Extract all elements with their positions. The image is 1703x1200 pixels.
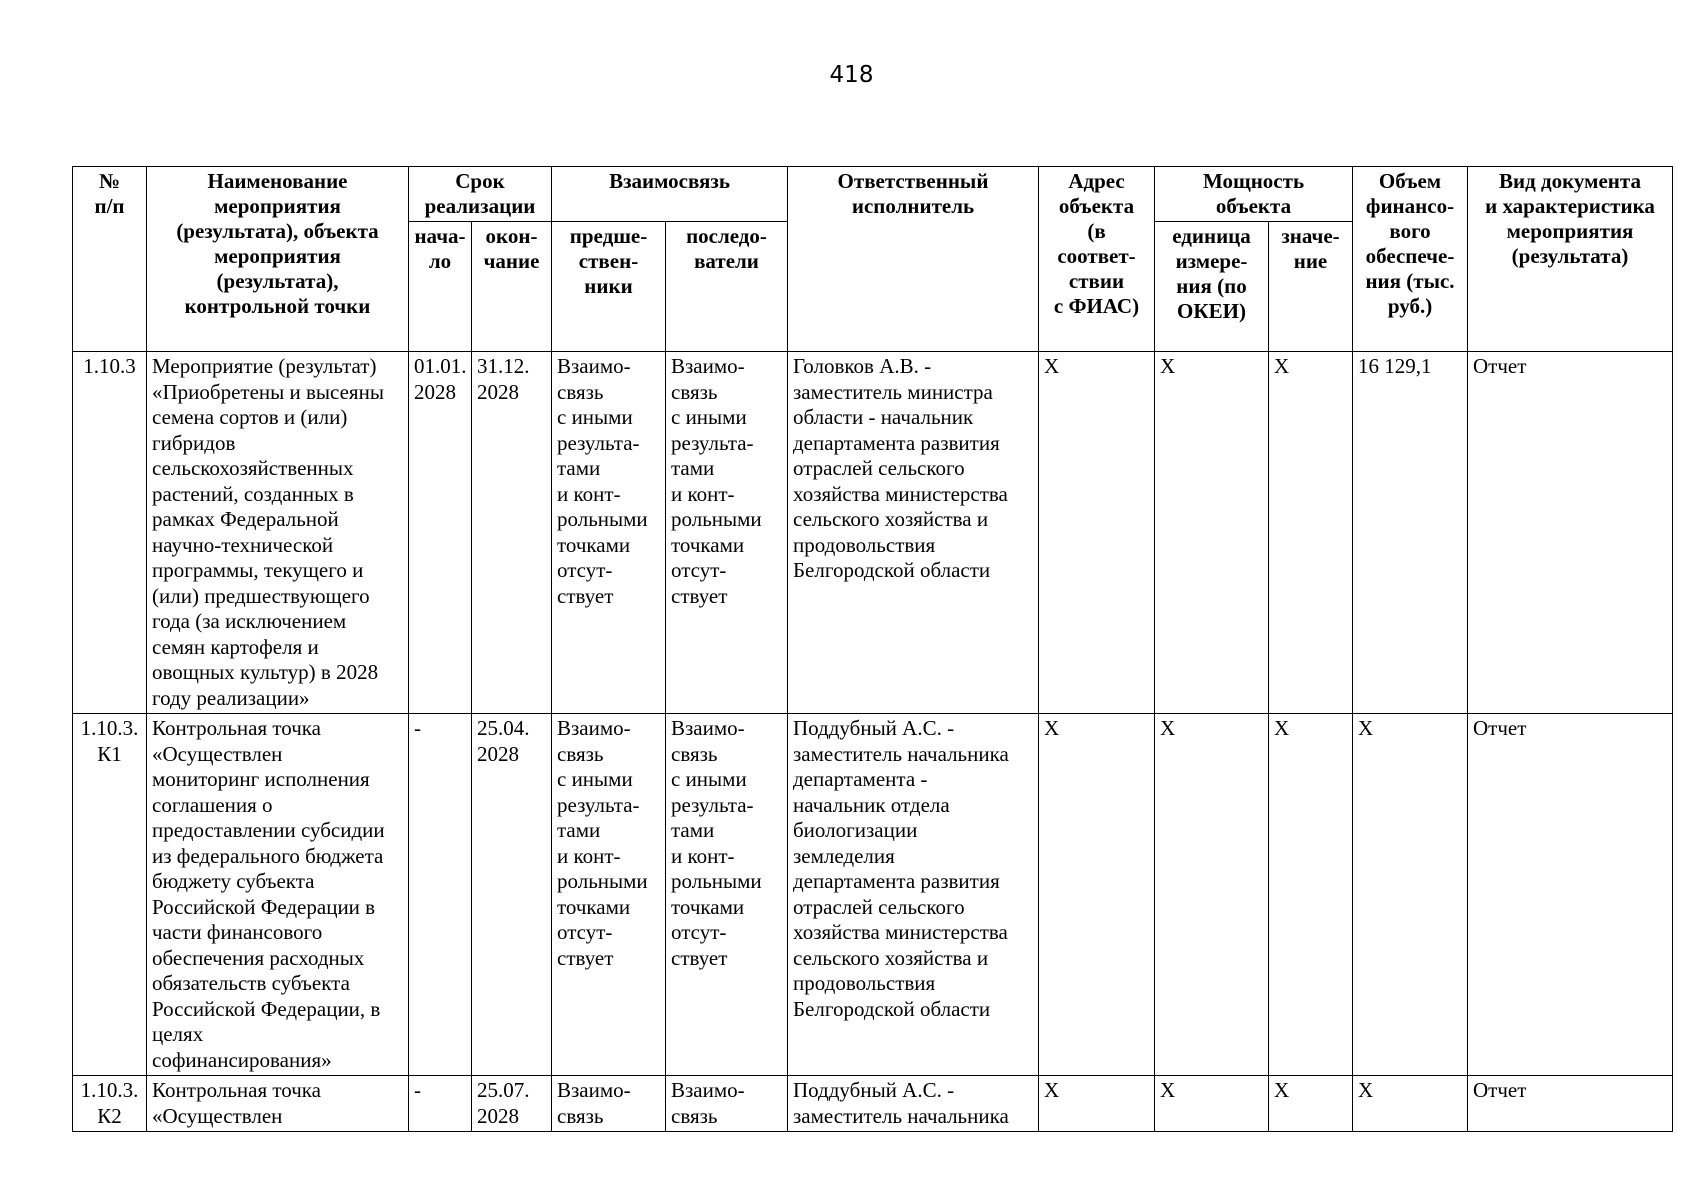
row-start: - [409, 714, 472, 1076]
table-header [73, 167, 1673, 352]
row-unit: X [1155, 352, 1269, 714]
row-next: Взаимо- связь с иными результа- тами и конт- рольными точками отсут- ствует [666, 352, 788, 714]
header-relation-next: последо- ватели [666, 222, 788, 352]
row-name: Контрольная точка «Осуществлен мониторинг исполнения соглашения о предоставлении субсидии из федерального бюджета бюджету субъекта Российской Федерации в части финансового обеспечения расходных обязательств субъекта Российской Федерации, в целях софинансирования» [147, 714, 409, 1076]
row-next: Взаимо- связь с иными результа- тами и конт- рольными точками отсут- ствует [666, 714, 788, 1076]
row-address: X [1039, 352, 1155, 714]
row-value: X [1269, 1076, 1353, 1132]
row-address: X [1039, 714, 1155, 1076]
row-number: 1.10.3. К2 [73, 1076, 147, 1132]
header-name: Наименование мероприятия (результата), объекта мероприятия (результата), контрольной точки [147, 167, 409, 352]
row-end: 25.04. 2028 [472, 714, 552, 1076]
header-capacity: Мощность объекта [1155, 167, 1353, 222]
table-body [73, 352, 1673, 1132]
table-row [73, 352, 1673, 714]
row-start: - [409, 1076, 472, 1132]
header-capacity-unit: единица измере- ния (по ОКЕИ) [1155, 222, 1269, 352]
header-term: Срок реализации [409, 167, 552, 222]
row-funding: X [1353, 1076, 1468, 1132]
row-doc: Отчет [1468, 714, 1673, 1076]
row-name: Контрольная точка «Осуществлен [147, 1076, 409, 1132]
row-responsible: Поддубный А.С. - заместитель начальника [788, 1076, 1039, 1132]
header-funding: Объем финансо- вого обеспече- ния (тыс. руб.) [1353, 167, 1468, 352]
row-name: Мероприятие (результат) «Приобретены и высеяны семена сортов и (или) гибридов сельскохозяйственных растений, созданных в рамках Федеральной научно-технической программы, текущего и (или) предшествующего года (за исключением семян картофеля и овощных культур) в 2028 году реализации» [147, 352, 409, 714]
row-doc: Отчет [1468, 1076, 1673, 1132]
row-prev: Взаимо- связь с иными результа- тами и конт- рольными точками отсут- ствует [552, 352, 666, 714]
row-unit: X [1155, 714, 1269, 1076]
page-number: 418 [829, 62, 874, 88]
row-start: 01.01. 2028 [409, 352, 472, 714]
header-term-end: окон- чание [472, 222, 552, 352]
header-relation-prev: предше- ствен- ники [552, 222, 666, 352]
header-row-top [73, 167, 1673, 222]
row-prev: Взаимо- связь [552, 1076, 666, 1132]
header-capacity-value: значе- ние [1269, 222, 1353, 352]
row-responsible: Головков А.В. - заместитель министра области - начальник департамента развития отраслей сельского хозяйства министерства сельского хозяйства и продовольствия Белгородской области [788, 352, 1039, 714]
row-address: X [1039, 1076, 1155, 1132]
row-number: 1.10.3 [73, 352, 147, 714]
row-funding: X [1353, 714, 1468, 1076]
header-term-start: нача- ло [409, 222, 472, 352]
row-value: X [1269, 714, 1353, 1076]
row-responsible: Поддубный А.С. - заместитель начальника департамента - начальник отдела биологизации земледелия департамента развития отраслей сельского хозяйства министерства сельского хозяйства и продовольствия Белгородской области [788, 714, 1039, 1076]
row-unit: X [1155, 1076, 1269, 1132]
header-responsible: Ответственный исполнитель [788, 167, 1039, 352]
row-end: 25.07. 2028 [472, 1076, 552, 1132]
row-doc: Отчет [1468, 352, 1673, 714]
header-doc-type: Вид документа и характеристика мероприятия (результата) [1468, 167, 1673, 352]
header-address: Адрес объекта (в соответ- ствии с ФИАС) [1039, 167, 1155, 352]
header-number: № п/п [73, 167, 147, 352]
header-relation: Взаимосвязь [552, 167, 788, 222]
row-value: X [1269, 352, 1353, 714]
plan-table [72, 166, 1673, 1132]
table-row [73, 1076, 1673, 1132]
table-row [73, 714, 1673, 1076]
row-end: 31.12. 2028 [472, 352, 552, 714]
row-number: 1.10.3. К1 [73, 714, 147, 1076]
row-funding: 16 129,1 [1353, 352, 1468, 714]
row-prev: Взаимо- связь с иными результа- тами и конт- рольными точками отсут- ствует [552, 714, 666, 1076]
row-next: Взаимо- связь [666, 1076, 788, 1132]
